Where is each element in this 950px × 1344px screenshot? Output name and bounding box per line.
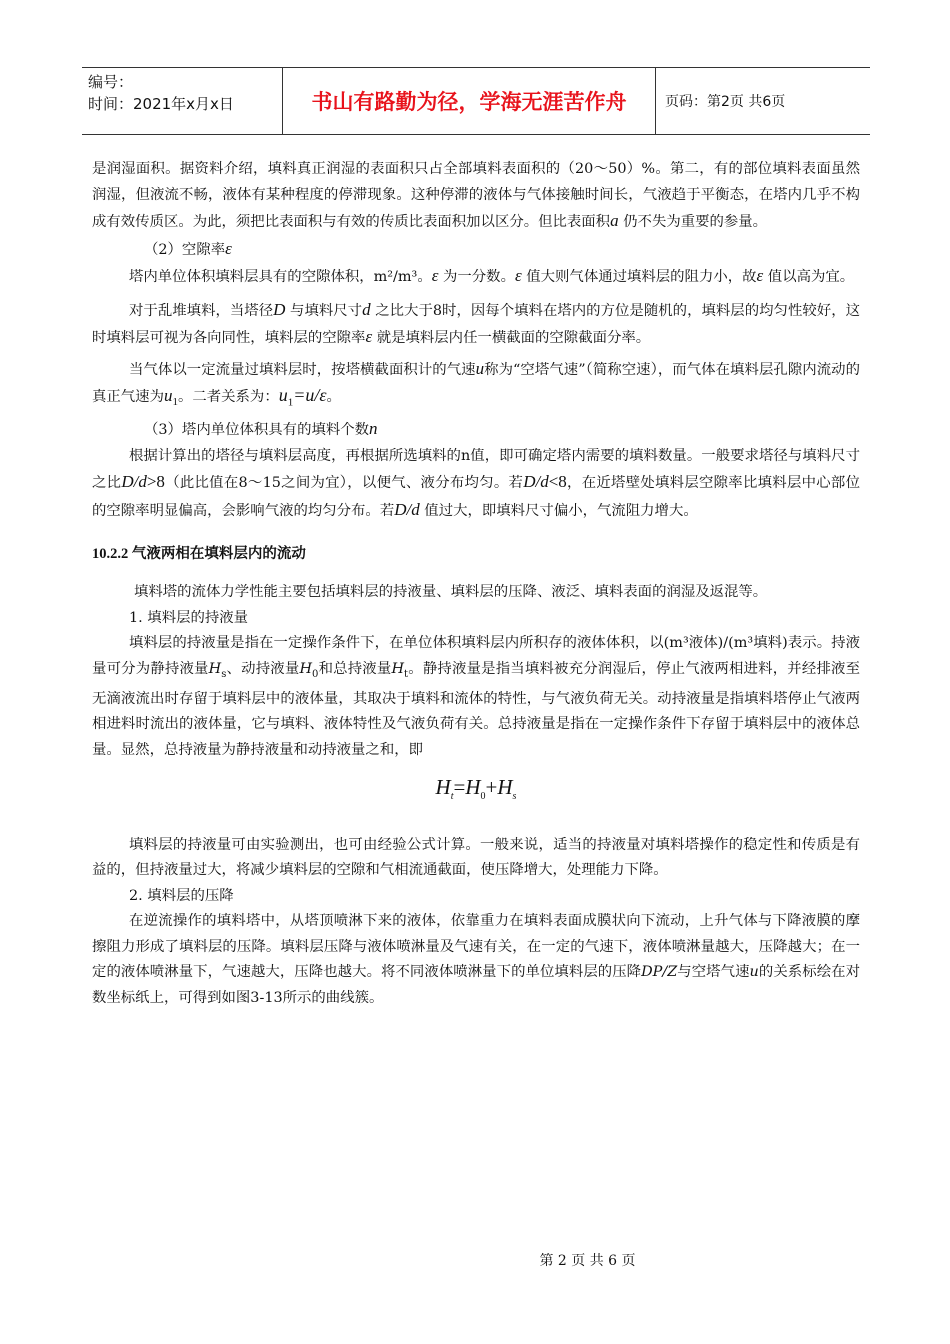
page-footer: 第 2 页 共 6 页	[539, 1253, 636, 1269]
subheading: 1. 填料层的持液量	[129, 609, 249, 626]
paragraph: 在逆流操作的填料塔中，从塔顶喷淋下来的液体，依靠重力在填料表面成膜状向下流动，上升气体与下降液膜的摩擦阻力形成了填料层的压降。填料层压降与液体喷淋量及气速有关，在一定的气速下，液体喷淋量越大，压降越大；在一定的液体喷淋量下，气速越大，压降也越大。将不同液体喷淋量下的单位填料层的压降DP/Z与空塔气速u的关系标绘在对数坐标纸上，可得到如图3-13所示的曲线簇。	[92, 913, 860, 1006]
header-time: 时间：2021年x月x日	[88, 95, 234, 113]
paragraph: 塔内单位体积填料层具有的空隙体积，m²/m³。ε 为一分数。ε 值大则气体通过填料层的阻力小，故ε 值以高为宜。	[129, 266, 855, 285]
page-header	[82, 67, 870, 135]
symbol-epsilon: ε	[225, 238, 232, 258]
paragraph: 根据计算出的塔径与填料层高度，再根据所选填料的n值，即可确定塔内需要的填料数量。一般要求塔径与填料尺寸之比D/d>8（此比值在8～15之间为宜），以便气、液分布均匀。若D/d<8，在近塔壁处填料层空隙率比填料层中心部位的空隙率明显偏高，会影响气液的均匀分布。若D/d 值过大，即填料尺寸偏小，气流阻力增大。	[92, 447, 860, 519]
paragraph: 填料塔的流体力学性能主要包括填料层的持液量、填料层的压降、液泛、填料表面的润湿及返混等。	[134, 584, 768, 601]
paragraph: 是润湿面积。据资料介绍，填料真正润湿的表面积只占全部填料表面积的（20～50）%。第二，有的部位填料表面虽然润湿，但液流不畅，液体有某种程度的停滞现象。这种停滞的液体与气体接触时间长，气液趋于平衡态，在塔内几乎不构成有效传质区。为此，须把比表面积与有效的传质比表面积加以区分。但比表面积a 仍不失为重要的参量。	[92, 161, 860, 230]
item-heading: （2）空隙率ε	[144, 238, 232, 258]
header-motto: 书山有路勤为径，学海无涯苦作舟	[283, 68, 656, 134]
section-heading: 10.2.2 气液两相在填料层内的流动	[92, 546, 306, 563]
header-meta	[82, 68, 283, 134]
paragraph: 填料层的持液量可由实验测出，也可由经验公式计算。一般来说，适当的持液量对填料塔操作的稳定性和传质是有益的，但持液量过大，将减少填料层的空隙和气相流通截面，使压降增大，处理能力下降。	[92, 836, 860, 879]
document-body	[92, 157, 860, 1011]
paragraph: 对于乱堆填料，当塔径D 与填料尺寸d 之比大于8时，因每个填料在塔内的方位是随机的，填料层的均匀性较好，这时填料层可视为各向同性，填料层的空隙率ε 就是填料层内任一横截面的空隙截面分率。	[92, 299, 860, 346]
symbol-a: a	[610, 211, 619, 230]
paragraph: 当气体以一定流量过填料层时，按塔横截面积计的气速u称为“空塔气速”（简称空速），而气体在填料层孔隙内流动的真正气速为$u_1$。二者关系为：$u_1=u/\varepsilon$。	[92, 358, 860, 409]
header-number: 编号：	[88, 73, 134, 91]
header-page: 页码：第2页 共6页	[665, 94, 786, 110]
equation: $H_t=H_0+H_s$	[435, 775, 517, 803]
paragraph: 填料层的持液量是指在一定操作条件下，在单位体积填料层内所积存的液体体积，以(m³液体)/(m³填料)表示。持液量可分为静持液量$H_s$、动持液量$H_0$和总持液量$H_t$。静持液量是指当填料被充分润湿后，停止气液两相进料，并经排液至无滴液流出时存留于填料层中的液体量，其取决于填料和流体的特性，与气液负荷无关。动持液量是指填料塔停止气液两相进料时流出的液体量，它与填料、液体特性及气液负荷有关。总持液量是指在一定操作条件下存留于填料层中的液体总量。显然，总持液量为静持液量和动持液量之和，即	[92, 635, 860, 758]
symbol-n: n	[369, 419, 378, 439]
item-heading: （3）塔内单位体积具有的填料个数n	[144, 419, 378, 439]
subheading: 2. 填料层的压降	[129, 887, 234, 904]
